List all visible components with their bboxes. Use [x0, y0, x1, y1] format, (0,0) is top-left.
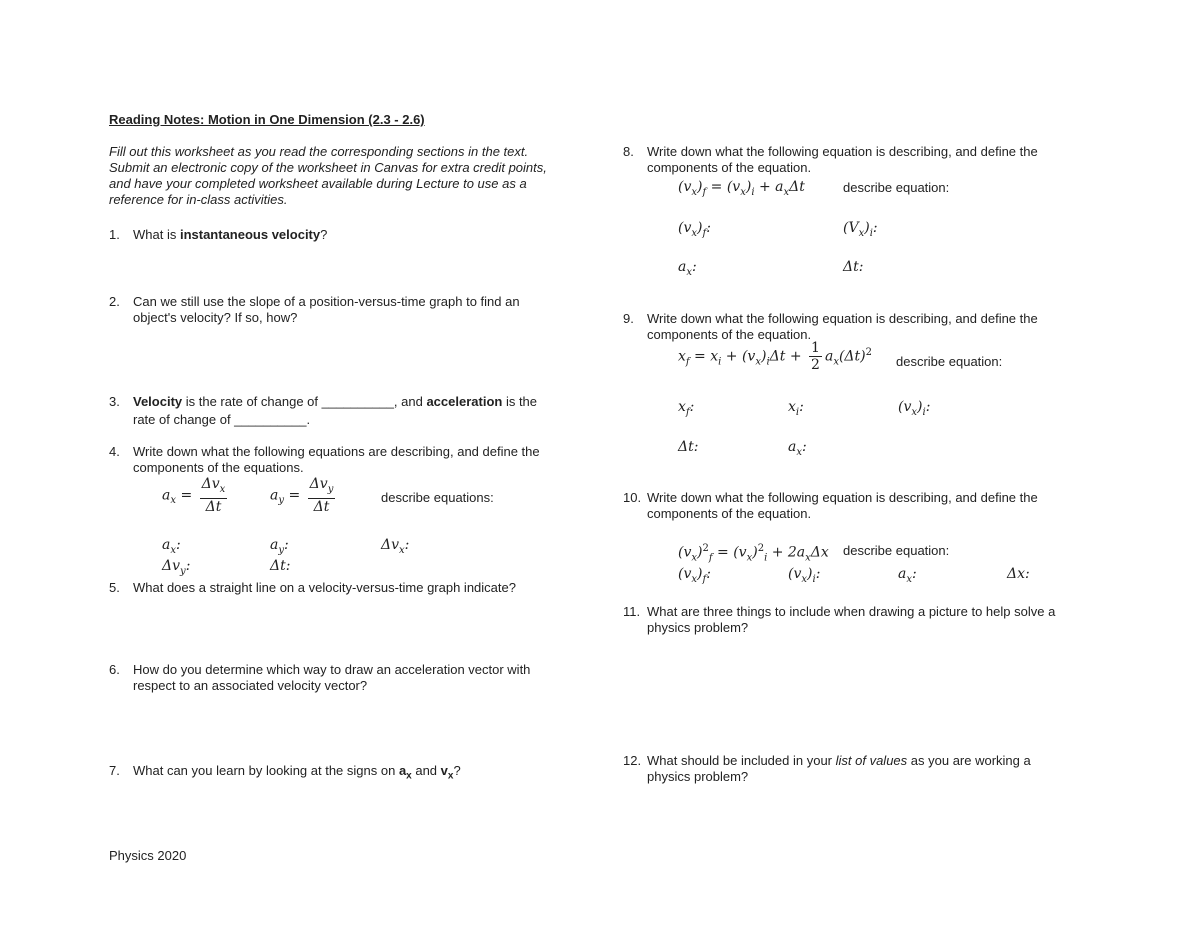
q7-sub-a: x [406, 770, 412, 782]
question-11 [623, 604, 1055, 636]
question-number: 12. [623, 753, 642, 768]
q3-text2: is the [502, 394, 538, 409]
q4-component-dt: Δt: [270, 558, 291, 574]
equation-q10: $(v_x)^2_f = (v_x)^2_i + 2a_x\Delta x$ [678, 543, 829, 564]
intro-text [109, 144, 547, 208]
question-12 [623, 753, 1031, 785]
q9-describe-label: describe equation: [896, 354, 1003, 369]
q9-line2: components of the equation. [647, 327, 812, 342]
question-9 [623, 311, 1038, 343]
q10-line2: components of the equation. [647, 506, 812, 521]
q1-end: ? [320, 227, 328, 242]
q9-component-vxi: $(v_x)_i$: [898, 399, 931, 418]
q4-component-dvy: $\Delta v_y$: [162, 558, 191, 577]
q12-text2: as you are working a [907, 753, 1031, 768]
q9-component-xf: $x_f$: [678, 399, 695, 418]
q11-line1: What are three things to include when drawing a picture to help solve a [647, 604, 1056, 619]
q1-text: What is [133, 227, 180, 242]
intro-line: Fill out this worksheet as you read the corresponding sections in the text. [109, 144, 529, 159]
question-7 [109, 763, 461, 785]
q4-component-dvx: $\Delta v_x$: [381, 537, 410, 556]
question-number: 11. [623, 604, 641, 619]
q2-line2: object's velocity? If so, how? [133, 310, 298, 325]
q6-line2: respect to an associated velocity vector? [133, 678, 368, 693]
question-number: 8. [623, 144, 634, 159]
q9-line1: Write down what the following equation is describing, and define the [647, 311, 1038, 326]
question-4 [109, 444, 540, 476]
question-number: 5. [109, 580, 120, 595]
q4-line1: Write down what the following equations are describing, and define the [133, 444, 540, 459]
q12-italic-term: list of values [835, 753, 908, 768]
q2-line1: Can we still use the slope of a position-versus-time graph to find an [133, 294, 520, 309]
page-title: Reading Notes: Motion in One Dimension (2.3 - 2.6) [109, 112, 425, 127]
q9-component-xi: $x_i$: [788, 399, 804, 418]
q10-component-ax: $a_x$: [898, 566, 917, 585]
q8-component-dt: Δt: [843, 259, 864, 275]
q9-component-dt: Δt: [678, 439, 699, 455]
q12-text: What should be included in your [647, 753, 836, 768]
question-number: 2. [109, 294, 120, 309]
intro-line: reference for in-class activities. [109, 192, 288, 207]
question-8 [623, 144, 1038, 176]
q10-component-vxf: $(v_x)_f$: [678, 566, 711, 585]
question-number: 9. [623, 311, 634, 326]
q8-line2: components of the equation. [647, 160, 812, 175]
question-number: 1. [109, 227, 120, 242]
q7-end: ? [453, 763, 461, 778]
q7-text: What can you learn by looking at the signs on [133, 763, 399, 778]
question-10 [623, 490, 1038, 522]
q8-component-vxi: $(V_x)_i$: [843, 220, 878, 239]
q6-line1: How do you determine which way to draw an acceleration vector with [133, 662, 531, 677]
q11-line2: physics problem? [647, 620, 749, 635]
q12-line2: physics problem? [647, 769, 749, 784]
q7-symbol-v: v [440, 763, 448, 778]
q10-component-dx: Δx: [1007, 566, 1030, 582]
q8-component-ax: $a_x$: [678, 259, 697, 278]
q4-component-ax: $a_x$: [162, 537, 181, 556]
q8-line1: Write down what the following equation is describing, and define the [647, 144, 1038, 159]
q7-and: and [411, 763, 441, 778]
q10-component-vxi: $(v_x)_i$: [788, 566, 821, 585]
q10-line1: Write down what the following equation is describing, and define the [647, 490, 1038, 505]
question-5 [109, 580, 516, 596]
q3-term-velocity: Velocity [133, 394, 183, 409]
q5-text: What does a straight line on a velocity-versus-time graph indicate? [133, 580, 516, 595]
question-number: 3. [109, 394, 120, 409]
q7-sub-v: x [447, 770, 454, 782]
q8-describe-label: describe equation: [843, 180, 950, 195]
q4-describe-label: describe equations: [381, 490, 494, 505]
q7-symbol-a: a [398, 763, 407, 778]
q9-component-ax: $a_x$: [788, 439, 807, 458]
q4-component-ay: $a_y$: [270, 537, 289, 556]
q3-line2: rate of change of __________. [133, 412, 311, 427]
question-3 [109, 394, 537, 428]
footer-text: Physics 2020 [109, 848, 187, 863]
q1-term: instantaneous velocity [179, 227, 321, 242]
q3-text: is the rate of change of __________, and [182, 394, 427, 409]
equation-q9: $x_f = x_i + (v_x)_i\Delta t$ + $\frac{1}{2}$ $a_x(\Delta t)^2$ [678, 340, 873, 373]
question-number: 10. [623, 490, 642, 505]
q3-term-acceleration: acceleration [426, 394, 503, 409]
equation-ay: $a_y$ = $\frac{\Delta v_y}{\Delta t}$ [270, 476, 334, 515]
question-6 [109, 662, 530, 694]
q8-component-vxf: $(v_x)_f$: [678, 220, 711, 239]
question-1 [109, 227, 327, 243]
question-2 [109, 294, 520, 326]
intro-line: Submit an electronic copy of the worksheet in Canvas for extra credit points, [109, 160, 547, 175]
question-number: 6. [109, 662, 120, 677]
question-number: 4. [109, 444, 120, 459]
intro-line: and have your completed worksheet available during Lecture to use as a [109, 176, 527, 191]
q10-describe-label: describe equation: [843, 543, 950, 558]
equation-ax: $a_x$ = $\frac{\Delta v_x}{\Delta t}$ [162, 476, 226, 515]
q4-line2: components of the equations. [133, 460, 304, 475]
equation-q8: $(v_x)_f = (v_x)_i + a_x\Delta t$ [678, 179, 805, 198]
question-number: 7. [109, 763, 120, 778]
